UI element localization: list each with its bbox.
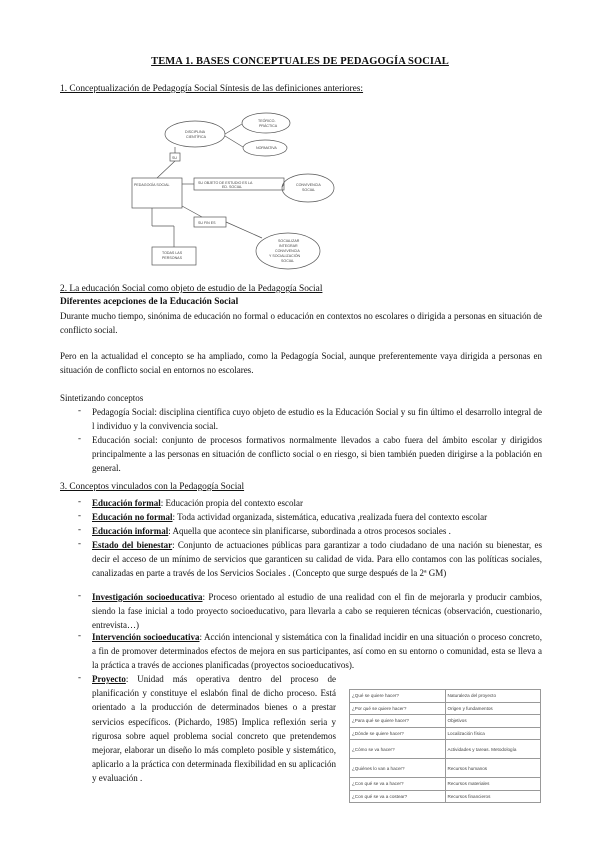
svg-text:SOCIALIZAR: SOCIALIZAR [278,239,300,243]
svg-text:Y SOCIALIZACIÓN: Y SOCIALIZACIÓN [269,254,301,258]
diagram-node-teorico-practica [242,113,290,133]
project-table-answer: Origen y fundamentos [445,702,541,715]
svg-text:TEÓRICO-: TEÓRICO- [258,119,276,123]
project-table-question: ¿Qué se quiere hacer? [350,690,446,703]
svg-text:SOCIAL: SOCIAL [281,259,295,263]
project-table-row [350,759,541,778]
svg-text:SU: SU [172,156,177,160]
project-table-question: ¿Quiénes lo van a hacer? [350,759,446,778]
paragraph-current: Pero en la actualidad el concepto se ha ampliado, como la Pedagogía Social, aunque preferentemente vaya dirigida a personas en situación de conflicto social en entornos no escolares. [60,351,542,376]
svg-text:CIENTÍFICA: CIENTÍFICA [186,135,206,139]
section-1-heading: 1. Conceptualización de Pedagogía Social Síntesis de las definiciones anteriores: [60,84,364,94]
project-table-question: ¿Para qué se quiere hacer? [350,715,446,728]
svg-text:CONVIVENCIA: CONVIVENCIA [275,249,300,253]
list-item-educacion-no-formal: Educación no formal: Toda actividad organizada, sistemática, educativa ,realizada fuera del contexto escolar [92,512,488,522]
project-table-row [350,715,541,728]
project-table [349,689,541,803]
svg-text:CONVIVENCIA: CONVIVENCIA [296,183,321,187]
section-2-heading: 2. La educación Social como objeto de estudio de la Pedagogía Social [60,284,323,294]
diagram-node-disciplina [165,121,225,147]
page-title: TEMA 1. BASES CONCEPTUALES DE PEDAGOGÍA SOCIAL [151,56,449,67]
svg-text:ED. SOCIAL: ED. SOCIAL [222,185,243,189]
svg-text:NORMATIVA: NORMATIVA [256,146,277,150]
list-item-proyecto: Proyecto: Unidad más operativa dentro del proceso de planificación y constituye el eslabón final de dicho proceso. Está orientado a la producción de determinados bienes o a prestar servicios específicos. (Pichardo, 1985) Implica reflexión seria y rigurosa sobre aquel problema social concreto que pretendemos mejorar, elaborar un diseño lo más completo posible y sistemático, aplicarlo a la práctica con determinada flexibilidad en su aplicación y evaluación . [92,674,336,784]
project-table-question: ¿Dónde se quiere hacer? [350,727,446,740]
paragraph-synthesis: Sintetizando conceptos [60,393,144,403]
project-table-row [350,740,541,759]
paragraph-definition: Durante mucho tiempo, sinónima de educación no formal o educación en contextos no escolares o dirigida a personas en situación de conflicto social. [60,311,542,336]
project-table-answer: Naturaleza del proyecto [445,690,541,703]
svg-text:PEDAGOGÍA SOCIAL: PEDAGOGÍA SOCIAL [134,183,170,187]
project-table-row [350,778,541,791]
list-item-educacion-formal: Educación formal: Educación propia del contexto escolar [92,498,303,508]
project-table-answer: Objetivos [445,715,541,728]
project-table-answer: Recursos financieros [445,790,541,803]
document-page: TEMA 1. BASES CONCEPTUALES DE PEDAGOGÍA SOCIAL 1. Conceptualización de Pedagogía Social Síntesis de las definiciones anteriores: DISCIPLINA CIENTÍFICA TEÓRICO- PRÁCTICA NORMATIVA SU PEDAGOGÍA SOCIAL SU OBJETO DE ESTUDIO ES LA ED. SOCIAL CONVIVENCIA SOCIAL SU FIN ES SOCIALIZAR INTEGRAR CONVIVENCIA Y SOCIALIZACIÓN SOCIAL TODAS LAS PERSONAS 2. La educación Social como objeto de estudio de la Pedagogía Social Diferentes acepciones de la Educación Social Durante mucho tiempo, sinónima de educación no formal o educación en contextos no escolares o dirigida a personas en situación de conflicto social. Pero en la actualidad el concepto se ha ampliado, como la Pedagogía Social, aunque preferentemente vaya dirigida a personas en situación de conflicto social en entornos no escolares. Sintetizando conceptos - Pedagogía Social: disciplina científica cuyo objeto de estudio es la Educación Social y su fin último el desarrollo integral de l individuo y la convivencia social. - Educación social: conjunto de procesos formativos normalmente llevados a cabo fuera del ámbito escolar y dirigidos principalmente a las personas en situación de conflicto social o en riesgo, si bien también pueden dirigirse a la población en general. 3. Conceptos vinculados con la Pedagogía Social - Educación formal: Educación propia del contexto escolar - Educación no formal: Toda actividad organizada, sistemática, educativa ,realizada fuera del contexto escolar - Educación informal: Aquella que acontece sin planificarse, subordinada a otros procesos sociales . - Estado del bienestar: Conjunto de actuaciones públicas para garantizar a todo ciudadano de una nación su bienestar, es decir el acceso de un mínimo de servicios que garanticen su calidad de vida. Para ello contamos con las políticas sociales, canalizadas en parte a través de los Servicios Sociales . (Concepto que surge después de la 2ª GM) - Investigación socioeducativa: Proceso orientado al estudio de una realidad con el fin de mejorarla y producir cambios, siendo la fase inicial a todo proyecto socioeducativo, para llevarla a cabo se requieren técnicas (observación, cuestionario, entrevista…) - Intervención socioeducativa: Acción intencional y sistemática con la finalidad incidir en una situación o proceso concreto, a fin de promover determinados efectos de mejora en sus participantes, así como en su entorno o comunidad, esta se lleva a la práctica a través de acciones planificadas (proyectos socioeducativos). - Proyecto: Unidad más operativa dentro del proceso de planificación y constituye el eslabón final de dicho proceso. Está orientado a la producción de determinados bienes o a prestar servicios específicos. (Pichardo, 1985) Implica reflexión seria y rigurosa sobre aquel problema social concreto que pretendemos mejorar, elaborar un diseño lo más completo posible y sistemático, aplicarlo a la práctica con determinada flexibilidad en su aplicación y evaluación . ¿Qué se quiere hacer? Naturaleza del proyecto ¿Por qué se quiere hacer? Origen y fundamentos ¿Para qué se quiere hacer? Objetivos ¿Dónde se quiere hacer? Localización física ¿Cómo se va hacer? Actividades y tareas. Metodología ¿Quiénes lo van a hacer? Recursos humanos ¿Con qué se va a hacer? Recursos materiales ¿Con qué se va a costear? Recursos financieros [0,0,600,848]
list-item-pedagogia-social: Pedagogía Social: disciplina científica cuyo objeto de estudio es la Educación Social y su fin último el desarrollo integral de l individuo y la convivencia social. [92,407,542,432]
svg-text:SU FIN ES: SU FIN ES [198,221,216,225]
svg-text:PERSONAS: PERSONAS [162,256,182,260]
svg-text:PRÁCTICA: PRÁCTICA [259,124,278,128]
project-table-answer: Localización física [445,727,541,740]
section-3-heading: 3. Conceptos vinculados con la Pedagogía Social [60,482,245,492]
project-table-question: ¿Por qué se quiere hacer? [350,702,446,715]
project-table-question: ¿Cómo se va hacer? [350,740,446,759]
list-item-estado-bienestar: Estado del bienestar: Conjunto de actuaciones públicas para garantizar a todo ciudadano de una nación su bienestar, es decir el acceso de un mínimo de servicios que garanticen su calidad de vida. Para ello contamos con las políticas sociales, canalizadas en parte a través de los Servicios Sociales . (Concepto que surge después de la 2ª GM) [92,540,542,579]
project-table-row [350,702,541,715]
list-item-educacion-informal: Educación informal: Aquella que acontece sin planificarse, subordinada a otros procesos sociales . [92,526,451,536]
project-table-row [350,727,541,740]
list-item-intervencion: Intervención socioeducativa: Acción intencional y sistemática con la finalidad incidir en una situación o proceso concreto, a fin de promover determinados efectos de mejora en sus participantes, así como en su entorno o comunidad, esta se lleva a la práctica a través de acciones planificadas (proyectos socioeducativos). [92,632,542,671]
svg-text:SU OBJETO DE ESTUDIO ES LA: SU OBJETO DE ESTUDIO ES LA [198,181,253,185]
project-table-question: ¿Con qué se va a costear? [350,790,446,803]
project-table-row [350,790,541,803]
svg-text:DISCIPLINA: DISCIPLINA [185,130,205,134]
project-table-answer: Recursos materiales [445,778,541,791]
project-table-row [350,690,541,703]
svg-text:TODAS LAS: TODAS LAS [162,251,183,255]
section-2-subheading: Diferentes acepciones de la Educación Social [60,297,239,307]
concept-diagram [122,108,454,270]
project-table-answer: Actividades y tareas. Metodología [445,740,541,759]
svg-text:INTEGRAR: INTEGRAR [279,244,298,248]
svg-text:SOCIAL: SOCIAL [302,188,316,192]
list-item-investigacion: Investigación socioeducativa: Proceso orientado al estudio de una realidad con el fin de mejorarla y producir cambios, siendo la fase inicial a todo proyecto socioeducativo, para llevarla a cabo se requieren técnicas (observación, cuestionario, entrevista…) [92,592,543,631]
list-item-educacion-social: Educación social: conjunto de procesos formativos normalmente llevados a cabo fuera del ámbito escolar y dirigidos principalmente a las personas en situación de conflicto social o en riesgo, si bien también pueden dirigirse a la población en general. [92,435,542,474]
project-table-answer: Recursos humanos [445,759,541,778]
project-table-question: ¿Con qué se va a hacer? [350,778,446,791]
